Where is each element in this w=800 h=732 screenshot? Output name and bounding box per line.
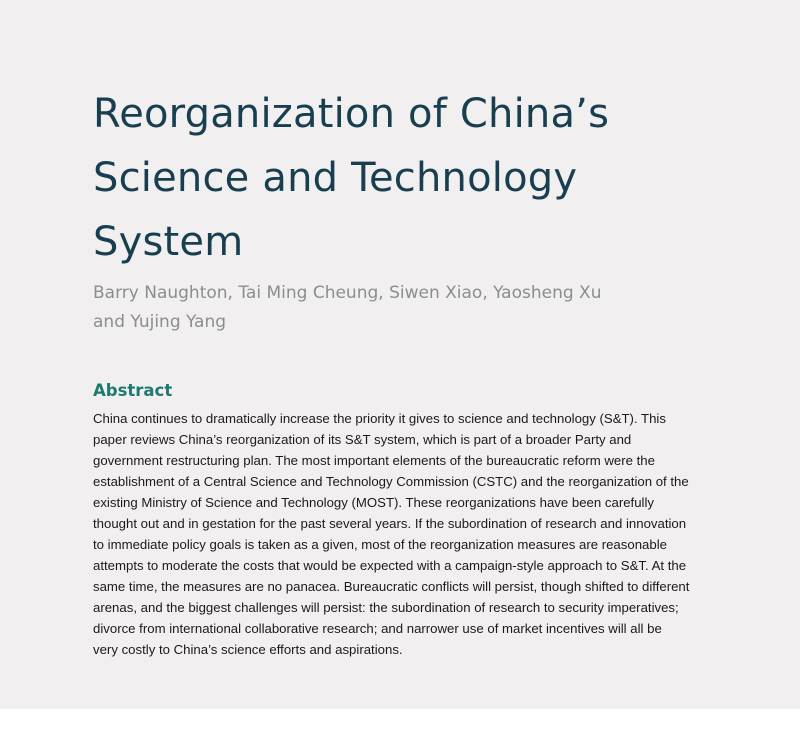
title-line: Reorganization of China’s xyxy=(93,91,610,137)
author-line: Barry Naughton, Tai Ming Cheung, Siwen Xiao, Yaosheng Xu xyxy=(93,283,602,303)
abstract-line: government restructuring plan. The most important elements of the bureaucratic reform were the xyxy=(93,453,655,468)
title-line: Science and Technology xyxy=(93,155,578,201)
abstract-line: establishment of a Central Science and Technology Commission (CSTC) and the reorganization of the xyxy=(93,474,689,489)
title-line: System xyxy=(93,219,244,265)
author-list xyxy=(93,279,713,337)
abstract-line: existing Ministry of Science and Technology (MOST). These reorganizations have been carefully xyxy=(93,495,654,510)
abstract-line: thought out and in gestation for the past several years. If the subordination of research and innovation xyxy=(93,516,687,531)
abstract-line: very costly to China’s science efforts and aspirations. xyxy=(93,642,403,657)
abstract-line: China continues to dramatically increase the priority it gives to science and technology (S&T). This xyxy=(93,411,666,426)
abstract-line: attempts to moderate the costs that would be expected with a campaign-style approach to S&T. At the xyxy=(93,558,687,573)
abstract-line: arenas, and the biggest challenges will persist: the subordination of research to security imperatives; xyxy=(93,600,679,615)
abstract-body xyxy=(93,408,713,660)
abstract-line: same time, the measures are no panacea. Bureaucratic conflicts will persist, though shifted to different xyxy=(93,579,690,594)
abstract-line: paper reviews China’s reorganization of its S&T system, which is part of a broader Party and xyxy=(93,432,632,447)
author-line: and Yujing Yang xyxy=(93,312,227,332)
abstract-heading: Abstract xyxy=(93,381,173,400)
abstract-line: to immediate policy goals is taken as a given, most of the reorganization measures are reasonable xyxy=(93,537,667,552)
abstract-line: divorce from international collaborative research; and narrower use of market incentives will all be xyxy=(93,621,662,636)
paper-title xyxy=(93,82,733,274)
